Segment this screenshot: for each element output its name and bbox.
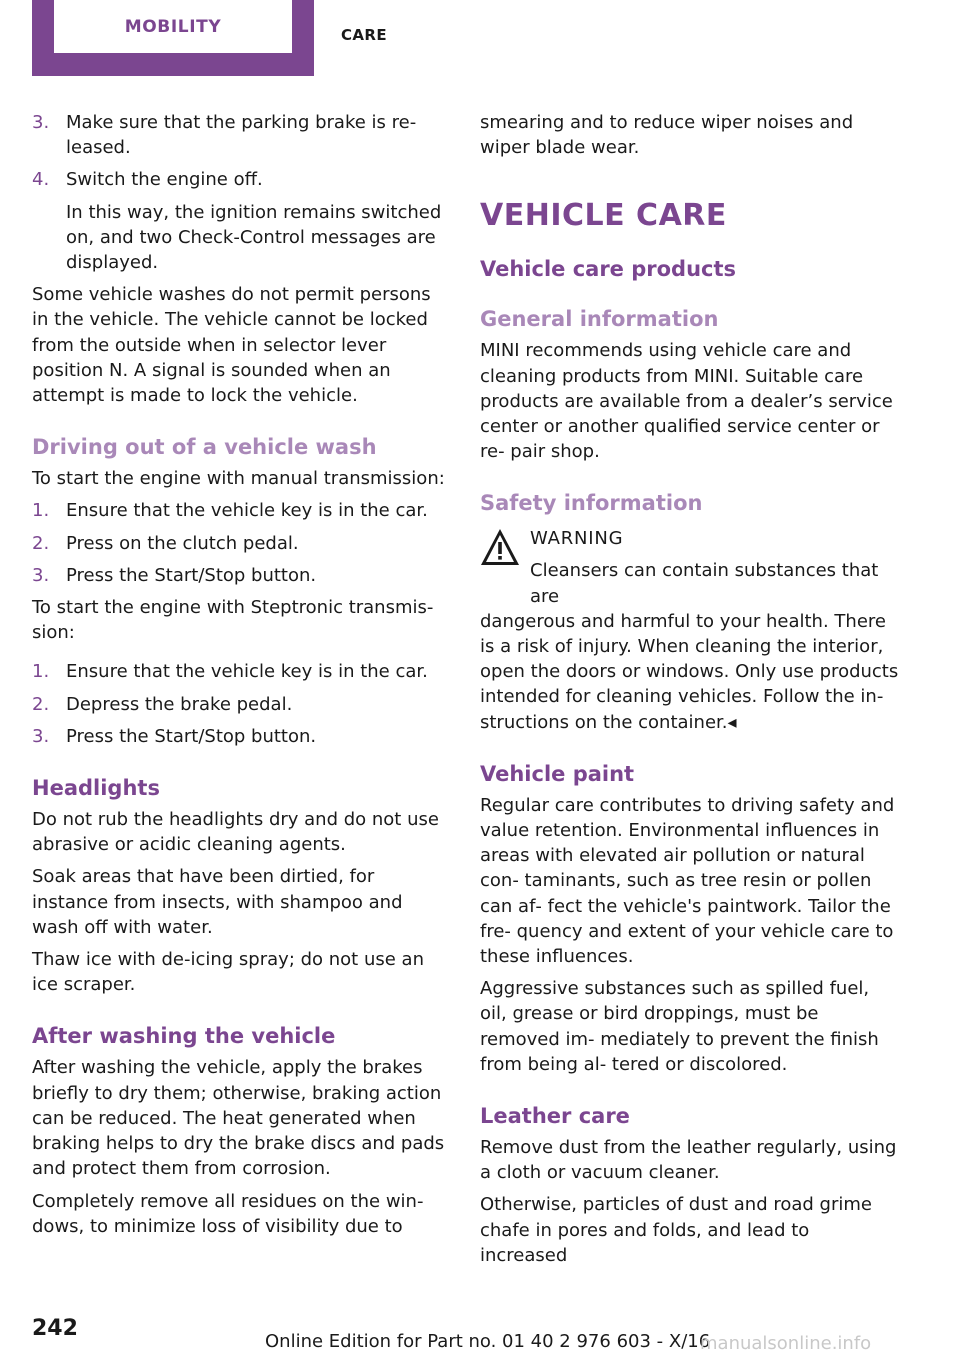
paragraph-paint-1: Regular care contributes to driving safety and value retention. Environmental influences in areas with elevated air pollution or natural con‐ taminants, such as tree resin or pollen can af‐ fect the vehicle's paintwork. Tailor the fre‐ quency and extent of your vehicle care to these influences. [480, 794, 895, 968]
heading-general-information: General information [480, 307, 719, 332]
heading-care-products: Vehicle care products [480, 257, 737, 282]
list-item [32, 724, 452, 749]
paragraph-leather-1: Remove dust from the leather regularly, using a cloth or vacuum cleaner. [480, 1137, 897, 1184]
steps-list-steptronic [32, 659, 452, 749]
list-item [32, 110, 452, 160]
heading-after-washing: After washing the vehicle [32, 1024, 336, 1049]
page-number: 242 [32, 1316, 78, 1341]
warning-text-first-line: Cleansers can contain substances that are [530, 560, 879, 607]
edition-note: Online Edition for Part no. 01 40 2 976 603 - X/16 [265, 1331, 711, 1352]
step-number: 3. [32, 112, 50, 133]
warning-label: WARNING [530, 528, 624, 550]
step-subtext: In this way, the ignition remains switched on, and two Check-Control messages are displayed. [66, 201, 442, 274]
paragraph-headlights-1: Do not rub the headlights dry and do not use abrasive or acidic cleaning agents. [32, 809, 439, 856]
warning-head-block [530, 526, 900, 608]
steps-list-a [32, 110, 452, 275]
list-item [32, 531, 452, 556]
step-text: Ensure that the vehicle key is in the car. [66, 661, 428, 683]
warning-triangle-icon [480, 528, 520, 566]
paragraph-continued: smearing and to reduce wiper noises and wiper blade wear. [480, 112, 854, 159]
step-text: Depress the brake pedal. [66, 693, 293, 715]
warning-text: dangerous and harmful to your health. There is a risk of injury. When cleaning the interior, open the doors or windows. Only use products intended for cleaning vehicles. Follow the in‐ structions on the container.◂ [480, 610, 899, 733]
step-number: 3. [32, 725, 50, 747]
step-number: 4. [32, 169, 50, 191]
header-tab-mobility-box [54, 0, 292, 53]
heading-headlights: Headlights [32, 776, 160, 801]
list-item [32, 563, 452, 588]
heading-vehicle-care: VEHICLE CARE [480, 198, 727, 234]
heading-driving-out: Driving out of a vehicle wash [32, 435, 377, 460]
step-number: 2. [32, 532, 50, 554]
list-item [32, 692, 452, 717]
step-text: Switch the engine off. [66, 169, 263, 191]
paragraph-after-2: Completely remove all residues on the win‐ dows, to minimize loss of visibility due to [32, 1190, 424, 1237]
paragraph-steptronic: To start the engine with Steptronic transmis‐ sion: [32, 597, 434, 644]
warning-block [480, 526, 900, 608]
step-text: Make sure that the parking brake is re‐ leased. [66, 112, 417, 159]
heading-leather-care: Leather care [480, 1104, 630, 1129]
paragraph-vehicle-wash: Some vehicle washes do not permit persons in the vehicle. The vehicle cannot be locked from the outside when in selector lever position N. A signal is sounded when an attempt is made to lock the vehicle. [32, 284, 431, 407]
list-item [32, 659, 452, 684]
paragraph-after-1: After washing the vehicle, apply the brakes briefly to dry them; otherwise, braking action can be reduced. The heat generated when braking helps to dry the brake discs and pads and protect them from corrosion. [32, 1057, 445, 1180]
step-text: Press the Start/Stop button. [66, 725, 317, 747]
paragraph-leather-2: Otherwise, particles of dust and road grime chafe in pores and folds, and lead to increased [480, 1194, 872, 1266]
step-text: Press the Start/Stop button. [66, 564, 317, 586]
watermark: manualsonline.info [700, 1333, 872, 1354]
step-text: Ensure that the vehicle key is in the car. [66, 500, 428, 522]
header-tab-mobility-label: MOBILITY [124, 16, 222, 37]
step-number: 2. [32, 693, 50, 715]
paragraph-manual: To start the engine with manual transmission: [32, 468, 445, 490]
paragraph-headlights-2: Soak areas that have been dirtied, for instance from insects, with shampoo and wash off with water. [32, 866, 403, 938]
paragraph-headlights-3: Thaw ice with de-icing spray; do not use an ice scraper. [32, 949, 424, 996]
header-section-care: CARE [341, 26, 388, 44]
step-body [66, 167, 452, 275]
list-item [32, 167, 452, 275]
left-column [32, 110, 452, 1246]
steps-list-manual [32, 498, 452, 588]
header-tab-mobility [32, 0, 314, 76]
list-item [32, 498, 452, 523]
paragraph-paint-2: Aggressive substances such as spilled fuel, oil, grease or bird droppings, must be removed im‐ mediately to prevent the finish from being al‐ tered or discolored. [480, 978, 879, 1075]
step-text: Press on the clutch pedal. [66, 532, 299, 554]
right-column [480, 110, 900, 1275]
heading-safety-information: Safety information [480, 491, 703, 516]
heading-vehicle-paint: Vehicle paint [480, 761, 635, 786]
paragraph-general: MINI recommends using vehicle care and cleaning products from MINI. Suitable care products are available from a dealer’s service center or another qualified service center or re‐ pair shop. [480, 340, 893, 463]
step-number: 1. [32, 500, 50, 522]
step-number: 1. [32, 661, 50, 683]
step-number: 3. [32, 564, 50, 586]
